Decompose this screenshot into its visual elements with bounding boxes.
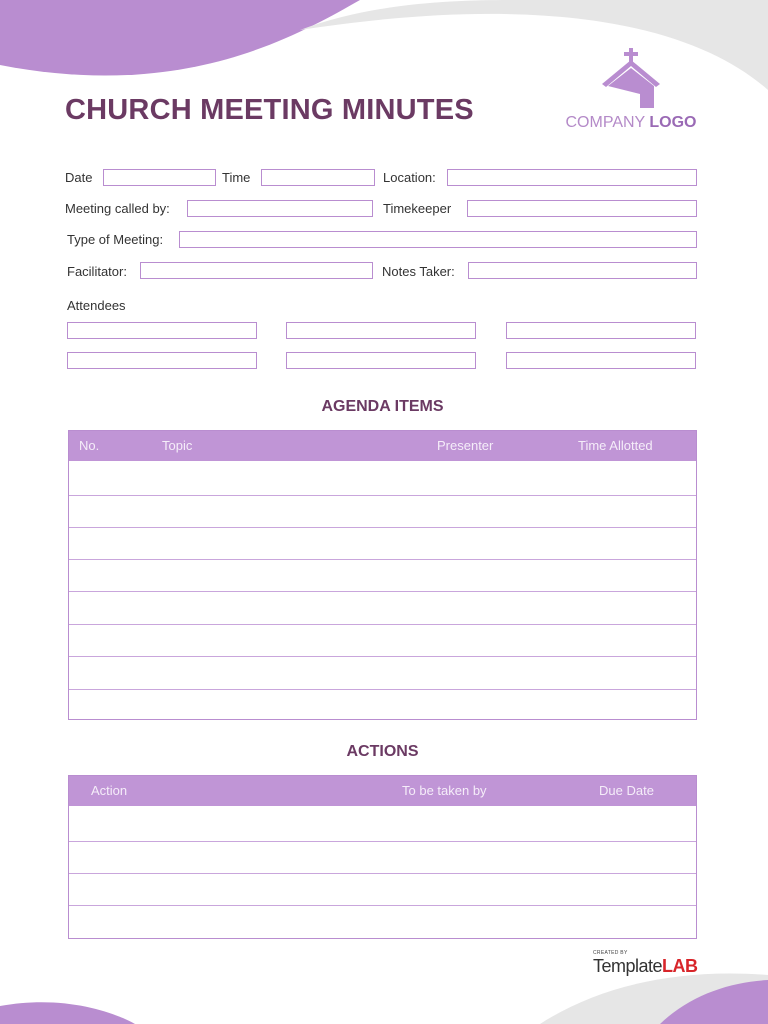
table-row[interactable] [69,461,696,495]
attendees-label: Attendees [67,298,126,313]
date-field[interactable] [103,169,216,186]
agenda-header-row [69,431,696,461]
agenda-col-presenter: Presenter [437,438,494,453]
table-row[interactable] [69,624,696,656]
templatelab-logo [593,950,698,976]
actions-table [68,775,697,939]
logo-text: COMPANY LOGO [565,114,697,131]
table-row[interactable] [69,656,696,689]
location-label: Location: [383,170,436,185]
notes-taker-label: Notes Taker: [382,264,455,279]
agenda-col-no: No. [79,438,100,453]
table-row[interactable] [69,905,696,938]
actions-col-due-date: Due Date [599,783,654,798]
agenda-col-topic: Topic [162,438,193,453]
table-row[interactable] [69,806,696,841]
time-field[interactable] [261,169,375,186]
company-logo [556,48,706,132]
attendee-field[interactable] [506,322,696,339]
table-row[interactable] [69,841,696,873]
attendee-field[interactable] [506,352,696,369]
attendee-field[interactable] [286,322,476,339]
facilitator-field[interactable] [140,262,373,279]
called-by-field[interactable] [187,200,373,217]
agenda-title: AGENDA ITEMS [321,398,444,415]
time-label: Time [222,170,251,185]
timekeeper-field[interactable] [467,200,697,217]
notes-taker-field[interactable] [468,262,697,279]
actions-header-row [69,776,696,806]
table-row[interactable] [69,527,696,559]
meeting-type-label: Type of Meeting: [67,232,164,247]
table-row[interactable] [69,873,696,905]
table-row[interactable] [69,559,696,591]
timekeeper-label: Timekeeper [383,201,452,216]
agenda-table [68,430,697,720]
table-row[interactable] [69,689,696,719]
brand-name: TemplateLAB [593,956,698,976]
actions-col-action: Action [91,783,128,798]
location-field[interactable] [447,169,697,186]
agenda-col-time-allotted: Time Allotted [578,438,653,453]
meeting-type-field[interactable] [179,231,697,248]
attendee-field[interactable] [67,322,257,339]
attendee-field[interactable] [286,352,476,369]
attendee-field[interactable] [67,352,257,369]
actions-col-taken-by: To be taken by [402,783,487,798]
actions-title: ACTIONS [346,743,419,760]
table-row[interactable] [69,495,696,527]
facilitator-label: Facilitator: [67,264,127,279]
date-label: Date [65,170,93,185]
table-row[interactable] [69,591,696,624]
page-title: CHURCH MEETING MINUTES [65,94,474,126]
brand-created-by: CREATED BY [593,950,628,956]
church-icon [596,48,666,108]
called-by-label: Meeting called by: [65,201,170,216]
